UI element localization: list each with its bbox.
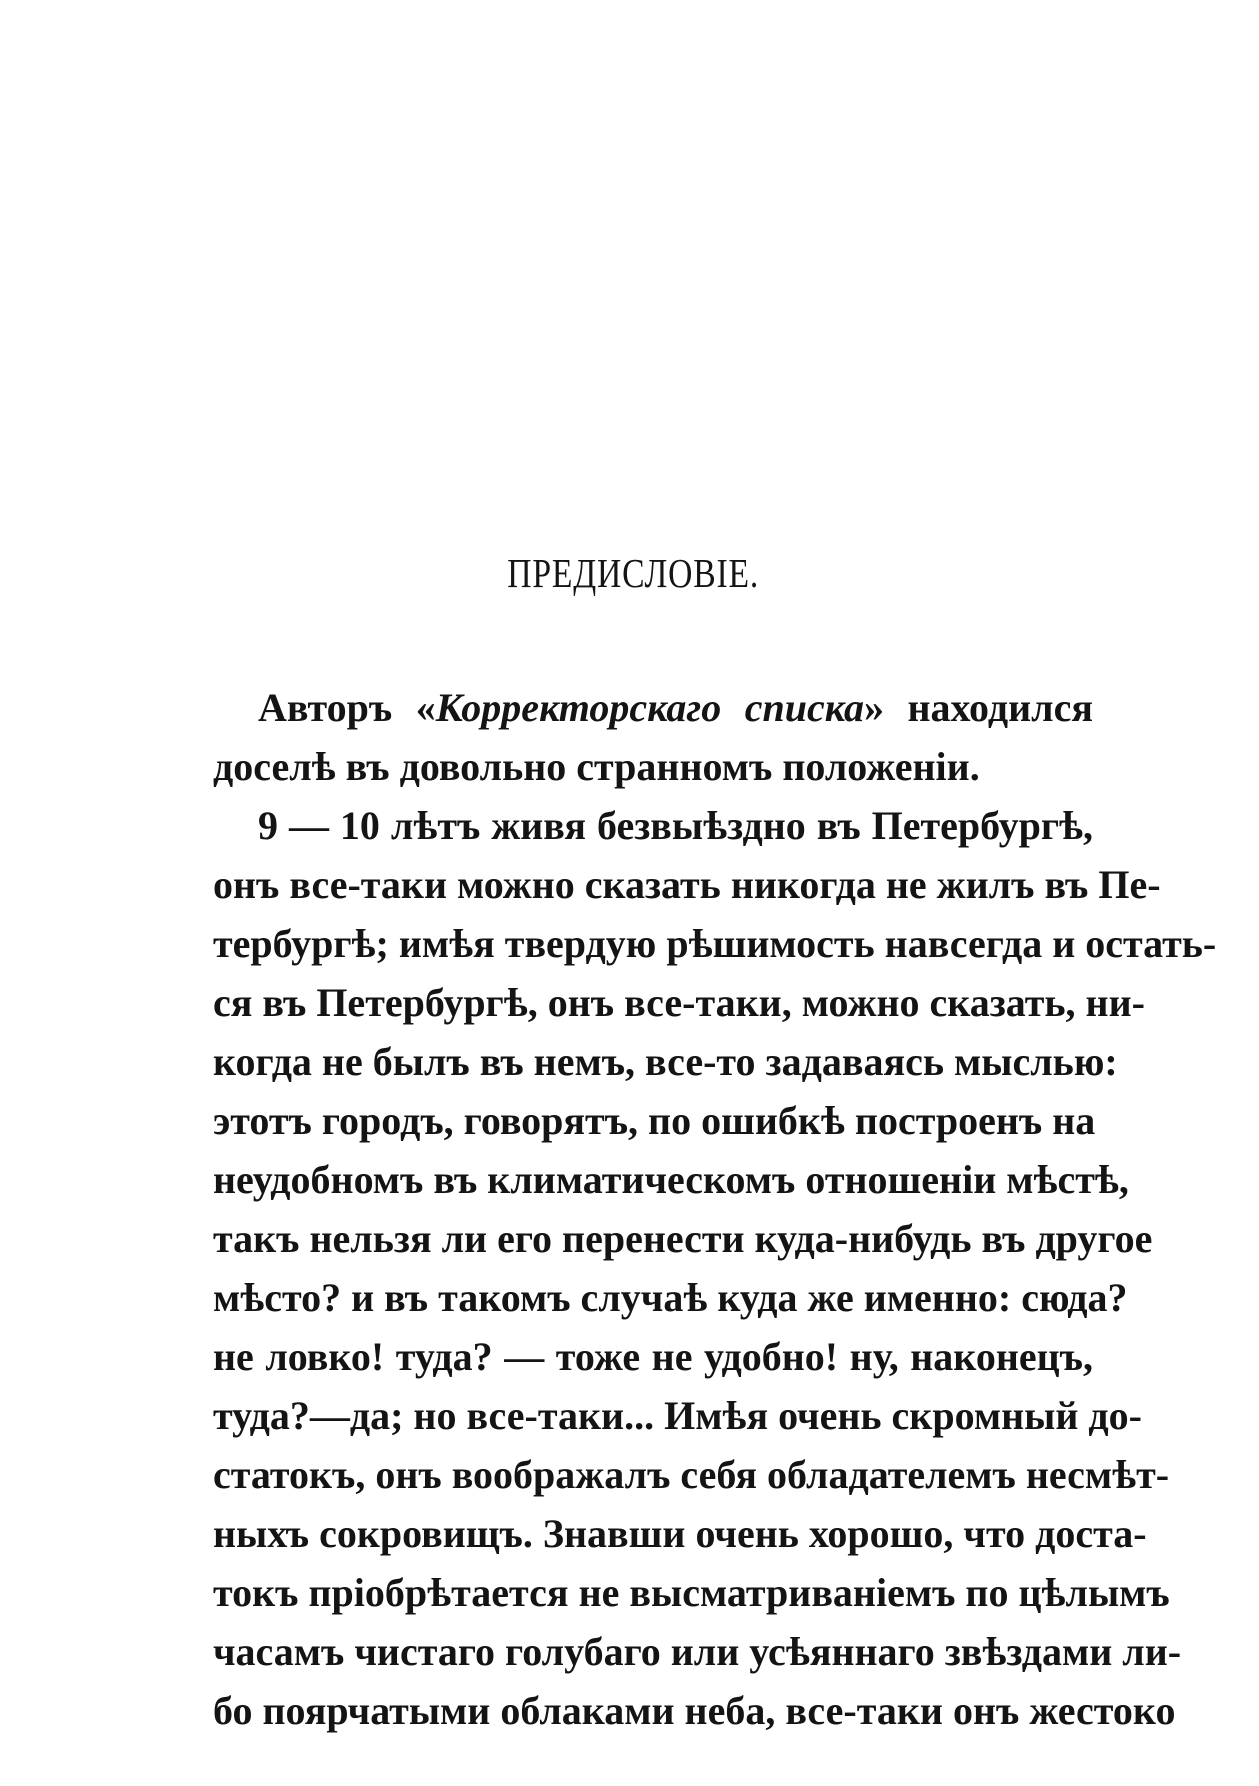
text-line (213, 1563, 1170, 1622)
text-segment: 9 — 10 лѣтъ живя безвыѣздно въ Петербургѣ, (258, 803, 1093, 848)
text-segment: » находился (863, 685, 1093, 730)
text-segment: такъ нельзя ли его перенести куда-нибудь въ другое (213, 1216, 1153, 1261)
text-line (213, 737, 1093, 796)
text-segment: когда не былъ въ немъ, все-то задаваясь мыслью: (213, 1039, 1118, 1084)
text-line (213, 1091, 1096, 1150)
text-line (213, 914, 1217, 973)
text-segment: Корректорскаго списка (435, 685, 864, 730)
text-line (213, 1150, 1129, 1209)
text-line (213, 973, 1145, 1032)
text-segment: туда?—да; но все-таки... Имѣя очень скромный до- (213, 1393, 1142, 1438)
text-segment: Авторъ « (258, 685, 436, 730)
text-line (213, 678, 1093, 737)
text-line (213, 1504, 1147, 1563)
text-line (213, 1681, 1176, 1740)
text-line (213, 796, 1093, 855)
text-segment: онъ все-таки можно сказать никогда не жилъ въ Пе- (213, 862, 1161, 907)
text-segment: доселѣ въ довольно странномъ положеніи. (213, 744, 980, 789)
body-text (213, 678, 1217, 1740)
text-line (213, 1622, 1182, 1681)
page-title: ПРЕДИСЛОВІЕ. (507, 550, 760, 596)
text-line (213, 1327, 1093, 1386)
text-segment: статокъ, онъ воображалъ себя обладателемъ несмѣт- (213, 1452, 1170, 1497)
text-line (213, 1032, 1118, 1091)
text-line (213, 1386, 1142, 1445)
text-segment: не ловко! туда? — тоже не удобно! ну, наконецъ, (213, 1334, 1093, 1379)
text-segment: этотъ городъ, говорятъ, по ошибкѣ построенъ на (213, 1098, 1096, 1143)
text-segment: ся въ Петербургѣ, онъ все-таки, можно сказать, ни- (213, 980, 1145, 1025)
text-segment: тербургѣ; имѣя твердую рѣшимость навсегда и остать- (213, 921, 1217, 966)
text-line (213, 1268, 1128, 1327)
text-segment: токъ пріобрѣтается не высматриваніемъ по цѣлымъ (213, 1570, 1170, 1615)
text-segment: мѣсто? и въ такомъ случаѣ куда же именно: сюда? (213, 1275, 1128, 1320)
text-line (213, 1209, 1153, 1268)
text-segment: неудобномъ въ климатическомъ отношеніи мѣстѣ, (213, 1157, 1129, 1202)
text-line (213, 855, 1161, 914)
text-segment: ныхъ сокровищъ. Знавши очень хорошо, что доста- (213, 1511, 1147, 1556)
text-segment: бо поярчатыми облаками неба, все-таки онъ жестоко (213, 1688, 1176, 1733)
text-segment: часамъ чистаго голубаго или усѣяннаго звѣздами ли- (213, 1629, 1182, 1674)
text-line (213, 1445, 1170, 1504)
